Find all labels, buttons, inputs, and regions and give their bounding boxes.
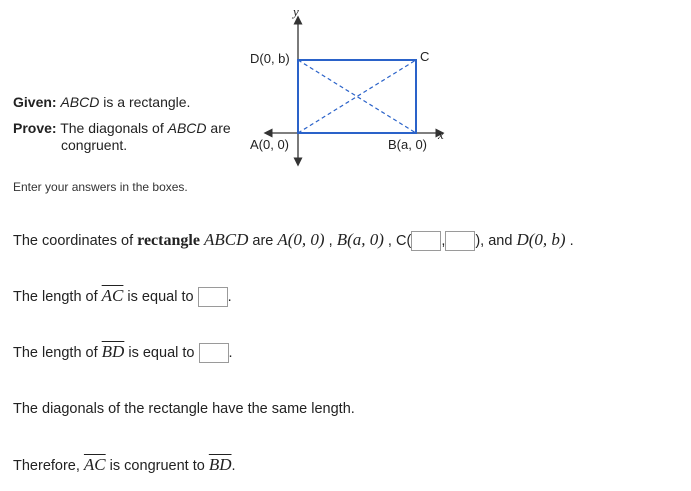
diagonal-bd bbox=[298, 60, 416, 133]
label-c: C bbox=[420, 49, 430, 64]
point-d: D(0, b) bbox=[516, 230, 566, 249]
rectangle-abcd bbox=[298, 60, 416, 133]
prove-label: Prove: bbox=[13, 120, 57, 136]
c-open: C( bbox=[396, 233, 412, 249]
q2-end: . bbox=[227, 289, 232, 305]
q3-pre: The length of bbox=[13, 345, 102, 361]
prove-text-2: are bbox=[206, 120, 231, 136]
c-y-coordinate-input[interactable] bbox=[445, 231, 475, 251]
label-a: A(0, 0) bbox=[250, 137, 290, 152]
instructions: Enter your answers in the boxes. bbox=[13, 180, 188, 194]
q1-name: ABCD bbox=[203, 230, 249, 249]
conclusion-segment-ac: $\overline{AC}$ bbox=[83, 455, 106, 474]
conclusion-mid: is congruent to bbox=[105, 458, 209, 474]
conclusion-end: . bbox=[231, 458, 236, 474]
prove-text-1: The diagonals of bbox=[60, 120, 168, 136]
diagonals-statement: The diagonals of the rectangle have the same length. bbox=[13, 401, 355, 417]
conclusion-segment-bd: $\overline{BD}$ bbox=[208, 455, 232, 474]
label-d: D(0, b) bbox=[250, 51, 290, 66]
q2-mid: is equal to bbox=[123, 289, 198, 305]
given-statement bbox=[13, 94, 190, 111]
prove-statement bbox=[13, 120, 231, 154]
conclusion-pre: Therefore, bbox=[13, 458, 84, 474]
c-close: ), and bbox=[475, 233, 517, 249]
given-label: Given: bbox=[13, 94, 57, 110]
given-figure-name: ABCD bbox=[60, 94, 100, 110]
prove-figure-name: ABCD bbox=[167, 120, 207, 136]
coordinates-question bbox=[13, 230, 574, 251]
length-bd-question bbox=[13, 342, 233, 363]
coordinate-diagram bbox=[240, 0, 460, 175]
y-axis-label: y bbox=[293, 4, 299, 19]
point-b: B(a, 0) bbox=[336, 230, 384, 249]
prove-text-3: congruent. bbox=[61, 137, 128, 153]
q3-mid: is equal to bbox=[124, 345, 199, 361]
c-x-coordinate-input[interactable] bbox=[411, 231, 441, 251]
conclusion bbox=[13, 455, 236, 475]
segment-bd: $\overline{BD}$ bbox=[101, 342, 125, 361]
q1-word: rectangle bbox=[137, 232, 200, 249]
point-a: A(0, 0) bbox=[277, 230, 325, 249]
length-bd-input[interactable] bbox=[199, 343, 229, 363]
q1-end: . bbox=[565, 233, 574, 249]
segment-ac: $\overline{AC}$ bbox=[101, 286, 124, 305]
c-comma: , bbox=[441, 233, 446, 249]
q1-comma-1: , bbox=[324, 233, 337, 249]
length-ac-question bbox=[13, 286, 232, 307]
q1-pre: The coordinates of bbox=[13, 233, 138, 249]
q3-end: . bbox=[228, 345, 233, 361]
x-axis-label: x bbox=[438, 127, 444, 142]
q2-pre: The length of bbox=[13, 289, 102, 305]
length-ac-input[interactable] bbox=[198, 287, 228, 307]
q1-mid: are bbox=[248, 233, 278, 249]
diagonal-ac bbox=[298, 60, 416, 133]
label-b: B(a, 0) bbox=[388, 137, 428, 152]
given-text: is a rectangle. bbox=[99, 94, 191, 110]
q1-comma-2: , bbox=[383, 233, 396, 249]
